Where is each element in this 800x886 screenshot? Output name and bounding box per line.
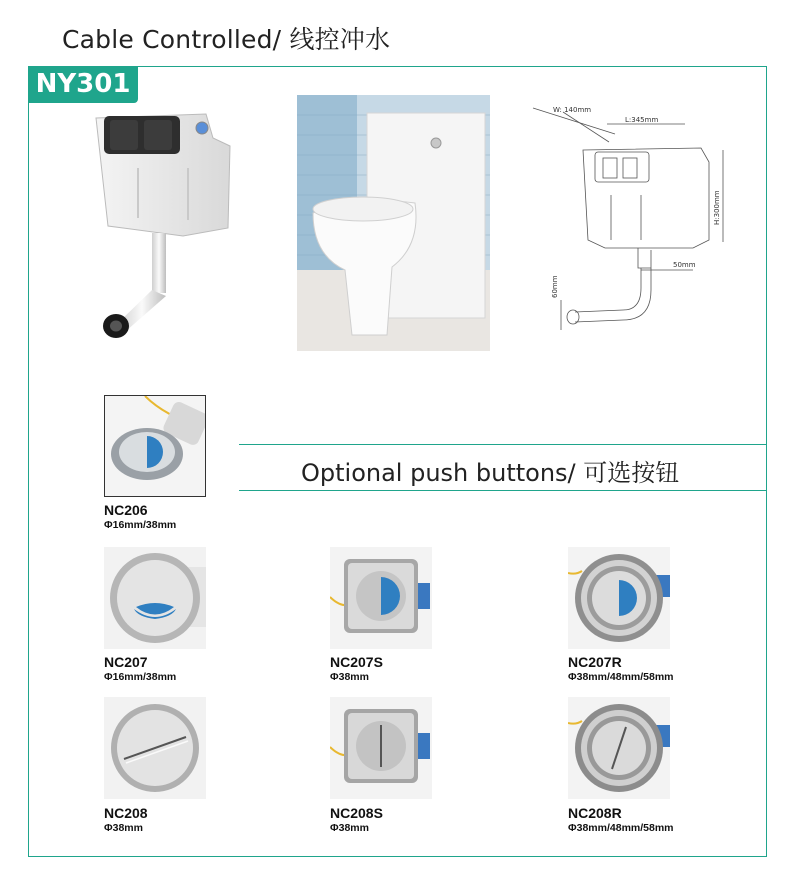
model-size-nc208s: Φ38mm (330, 822, 369, 834)
button-photo-nc208s (330, 697, 432, 799)
model-code-nc208r: NC208R (568, 805, 622, 821)
section-title: Optional push buttons/ 可选按钮 (301, 459, 680, 487)
button-photo-nc207s (330, 547, 432, 649)
model-code-nc207s: NC207S (330, 654, 383, 670)
section-header (239, 444, 767, 491)
pipe-dimension-label: 60mm (551, 275, 559, 298)
button-photo-nc207 (104, 547, 206, 649)
model-size-nc207r: Φ38mm/48mm/58mm (568, 671, 674, 683)
button-photo-nc207r (568, 547, 670, 649)
model-size-nc208r: Φ38mm/48mm/58mm (568, 822, 674, 834)
button-photo-nc208r (568, 697, 670, 799)
offset-dimension-label: 50mm (673, 261, 696, 269)
model-code-nc208: NC208 (104, 805, 148, 821)
bathroom-photo (297, 95, 490, 351)
length-dimension-label: L:345mm (625, 116, 659, 124)
height-dimension-label: H:300mm (713, 190, 721, 225)
model-code-nc207r: NC207R (568, 654, 622, 670)
model-code-nc208s: NC208S (330, 805, 383, 821)
model-badge: NY301 (28, 66, 138, 103)
technical-drawing (523, 100, 735, 350)
model-size-nc206: Φ16mm/38mm (104, 519, 177, 531)
page-title: Cable Controlled/ 线控冲水 (62, 25, 391, 54)
cistern-photo (88, 108, 238, 343)
model-code-nc207: NC207 (104, 654, 148, 670)
model-size-nc208: Φ38mm (104, 822, 143, 834)
button-photo-nc208 (104, 697, 206, 799)
model-size-nc207: Φ16mm/38mm (104, 671, 177, 683)
button-photo-nc206 (104, 395, 206, 497)
model-code-nc206: NC206 (104, 502, 148, 518)
model-size-nc207s: Φ38mm (330, 671, 369, 683)
width-dimension-label: W: 140mm (553, 106, 592, 114)
